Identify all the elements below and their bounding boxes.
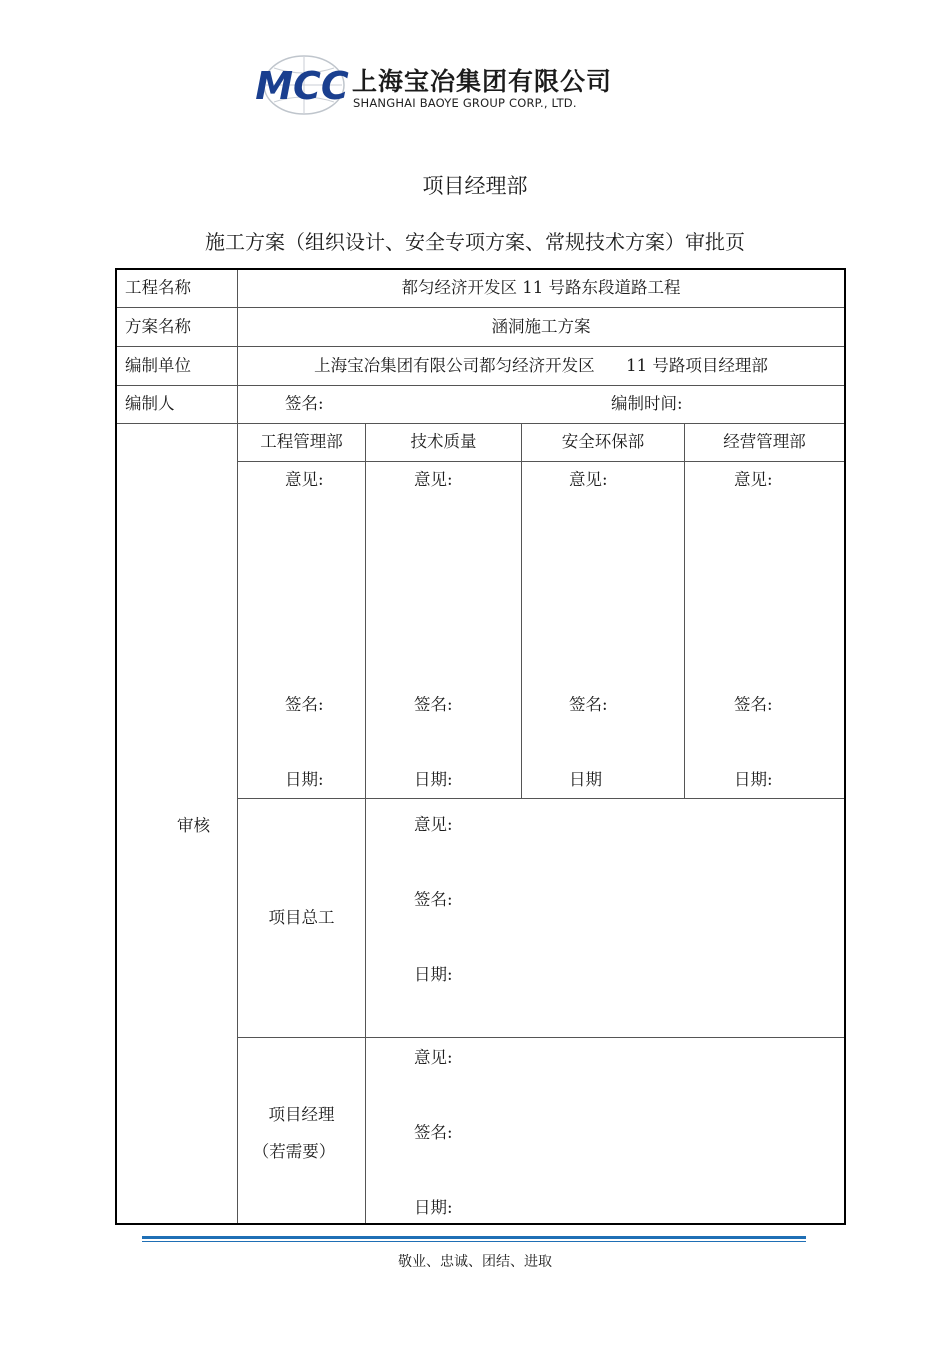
chief-engineer-date: 日期:: [414, 965, 453, 984]
dept-engineering-sign: 签名:: [285, 695, 324, 714]
company-name-cn: 上海宝冶集团有限公司: [352, 67, 613, 96]
dept-safety: 安全环保部: [561, 432, 645, 451]
footer-motto: 敬业、忠诚、团结、进取: [398, 1254, 552, 1270]
dept-safety-opinion: 意见:: [569, 470, 608, 489]
dept-business-date: 日期:: [734, 770, 773, 789]
dept-safety-date: 日期: [569, 770, 602, 789]
dept-engineering: 工程管理部: [260, 432, 343, 451]
chief-engineer-label: 项目总工: [268, 908, 335, 927]
dept-engineering-date: 日期:: [285, 770, 324, 789]
dept-business-sign: 签名:: [734, 695, 773, 714]
mcc-logo-mark: [252, 54, 352, 116]
author-sign-label: 签名:: [285, 394, 324, 413]
page-subtitle: 施工方案（组织设计、安全专项方案、常规技术方案）审批页: [205, 230, 745, 254]
review-label: 审核: [177, 816, 210, 835]
page-title: 项目经理部: [422, 174, 528, 198]
footer-rule: [142, 1236, 806, 1239]
dept-tech-quality-opinion: 意见:: [414, 470, 453, 489]
project-name-value: 都匀经济开发区 11 号路东段道路工程: [401, 278, 681, 297]
footer-rule-thin: [142, 1241, 806, 1242]
company-name-en: SHANGHAI BAOYE GROUP CORP., LTD.: [353, 96, 577, 110]
chief-engineer-opinion: 意见:: [414, 815, 453, 834]
project-manager-sign: 签名:: [414, 1123, 453, 1142]
approval-table: [115, 268, 846, 1225]
unit-value: 上海宝冶集团有限公司都匀经济开发区 11 号路项目经理部: [314, 356, 768, 375]
project-manager-note: （若需要）: [252, 1142, 336, 1161]
unit-label: 编制单位: [125, 356, 191, 375]
dept-safety-sign: 签名:: [569, 695, 608, 714]
dept-engineering-opinion: 意见:: [285, 470, 324, 489]
dept-tech-quality-sign: 签名:: [414, 695, 453, 714]
dept-business-opinion: 意见:: [734, 470, 773, 489]
plan-name-value: 涵洞施工方案: [491, 317, 591, 336]
project-manager-label: 项目经理: [268, 1105, 335, 1124]
company-logo: [252, 52, 613, 118]
project-manager-date: 日期:: [414, 1198, 453, 1217]
dept-tech-quality: 技术质量: [410, 432, 477, 451]
project-name-label: 工程名称: [125, 278, 191, 297]
dept-business: 经营管理部: [723, 432, 806, 451]
dept-tech-quality-date: 日期:: [414, 770, 453, 789]
chief-engineer-sign: 签名:: [414, 890, 453, 909]
plan-name-label: 方案名称: [125, 317, 191, 336]
author-time-label: 编制时间:: [611, 394, 683, 413]
project-manager-opinion: 意见:: [414, 1048, 453, 1067]
author-label: 编制人: [125, 394, 175, 413]
logo-mark-text: MCC: [255, 64, 349, 108]
